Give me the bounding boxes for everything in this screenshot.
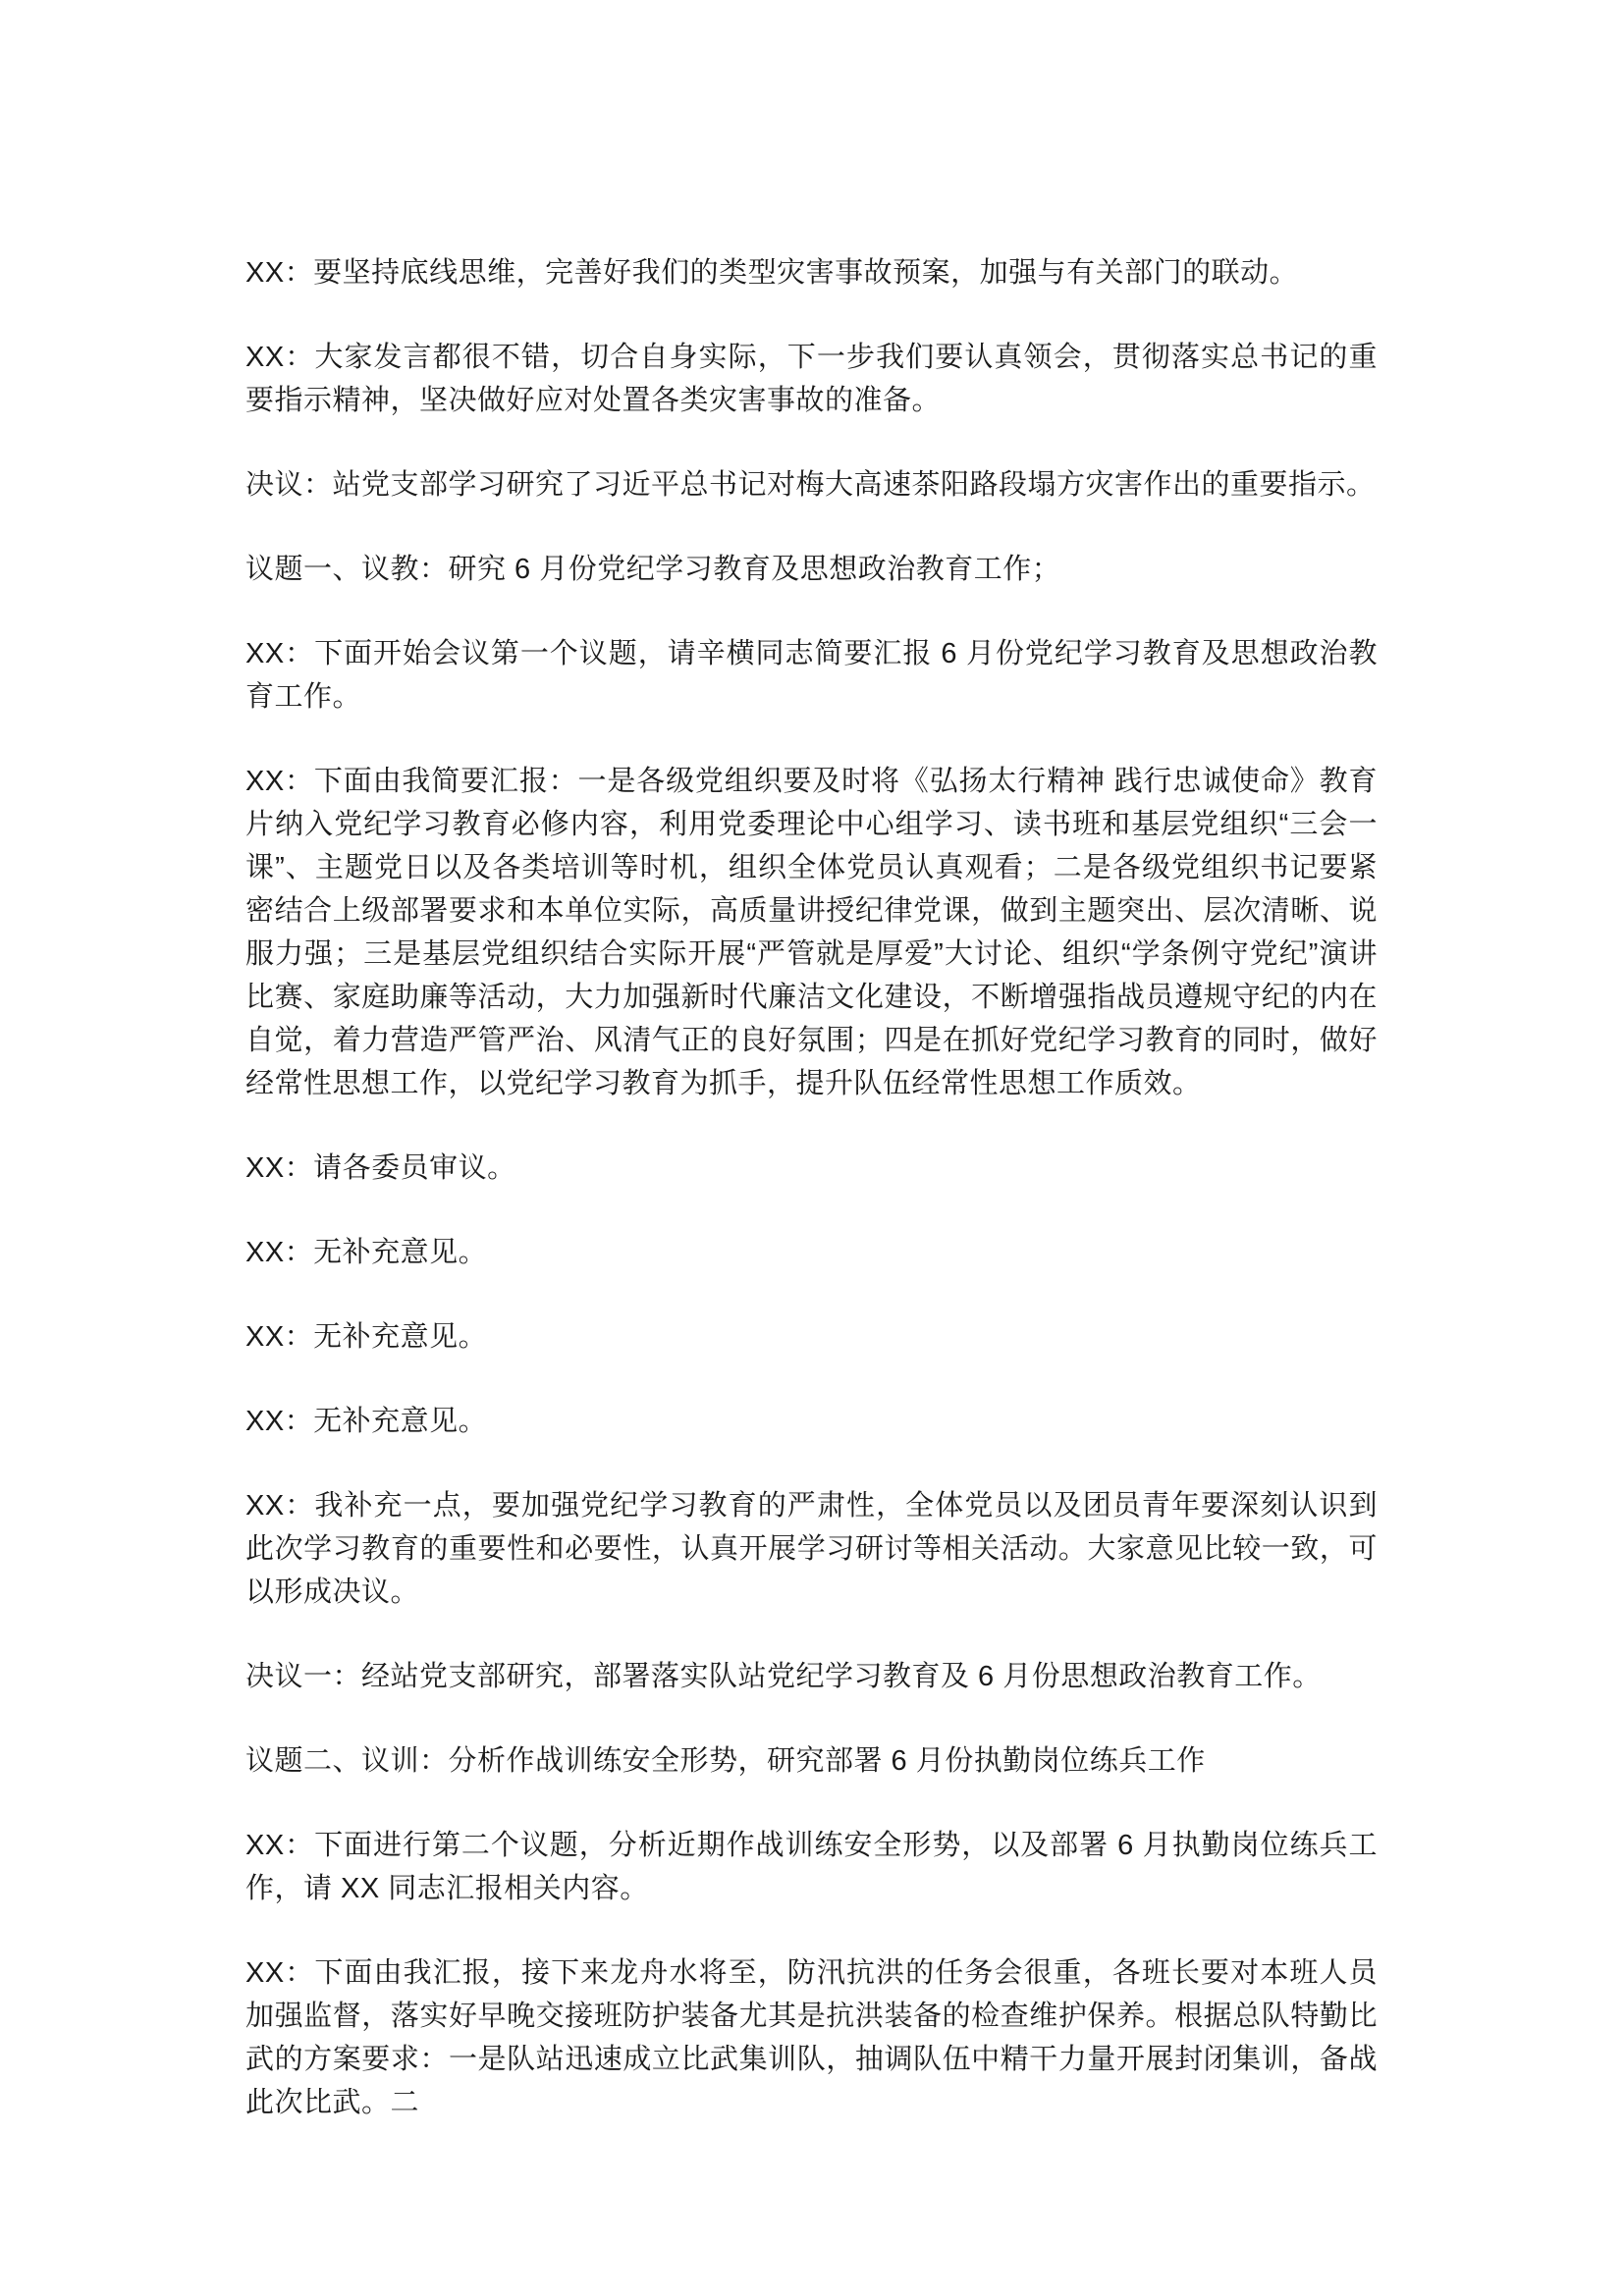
speaker-paragraph: XX：下面进行第二个议题，分析近期作战训练安全形势，以及部署 6 月执勤岗位练兵工作，请 XX 同志汇报相关内容。 — [245, 1830, 1378, 1904]
topic-heading-paragraph: 议题二、议训：分析作战训练安全形势，研究部署 6 月份执勤岗位练兵工作 — [245, 1745, 1206, 1777]
resolution-paragraph: 决议：站党支部学习研究了习近平总书记对梅大高速茶阳路段塌方灾害作出的重要指示。 — [245, 469, 1376, 501]
speaker-paragraph: XX：请各委员审议。 — [245, 1152, 516, 1184]
topic-heading-paragraph: 议题一、议教：研究 6 月份党纪学习教育及思想政治教育工作； — [245, 554, 1061, 585]
speaker-paragraph: XX：大家发言都很不错，切合自身实际，下一步我们要认真领会，贯彻落实总书记的重要指示精神，坚决做好应对处置各类灾害事故的准备。 — [245, 342, 1378, 416]
speaker-paragraph: XX：下面开始会议第一个议题，请辛横同志简要汇报 6 月份党纪学习教育及思想政治教育工作。 — [245, 638, 1378, 713]
speaker-paragraph: XX：无补充意见。 — [245, 1321, 488, 1353]
resolution-paragraph: 决议一：经站党支部研究，部署落实队站党纪学习教育及 6 月份思想政治教育工作。 — [245, 1661, 1322, 1692]
speaker-paragraph: XX：我补充一点，要加强党纪学习教育的严肃性，全体党员以及团员青年要深刻认识到此次学习教育的重要性和必要性，认真开展学习研讨等相关活动。大家意见比较一致，可以形成决议。 — [245, 1490, 1378, 1608]
speaker-paragraph: XX：下面由我汇报，接下来龙舟水将至，防汛抗洪的任务会很重，各班长要对本班人员加强监督，落实好早晚交接班防护装备尤其是抗洪装备的检查维护保养。根据总队特勤比武的方案要求：一是队站迅速成立比武集训队，抽调队伍中精干力量开展封闭集训，备战此次比武。二 — [245, 1957, 1378, 2118]
speaker-paragraph: XX：无补充意见。 — [245, 1237, 488, 1268]
speaker-paragraph: XX：无补充意见。 — [245, 1406, 488, 1437]
speaker-paragraph: XX：要坚持底线思维，完善好我们的类型灾害事故预案，加强与有关部门的联动。 — [245, 257, 1299, 289]
speaker-paragraph: XX：下面由我简要汇报：一是各级党组织要及时将《弘扬太行精神 践行忠诚使命》教育片纳入党纪学习教育必修内容，利用党委理论中心组学习、读书班和基层党组织“三会一课”、主题党日以及各类培训等时机，组织全体党员认真观看；二是各级党组织书记要紧密结合上级部署要求和本单位实际，高质量讲授纪律党课，做到主题突出、层次清晰、说服力强；三是基层党组织结合实际开展“严管就是厚爱”大讨论、组织“学条例守党纪”演讲比赛、家庭助廉等活动，大力加强新时代廉洁文化建设，不断增强指战员遵规守纪的内在自觉，着力营造严管严治、风清气正的良好氛围；四是在抓好党纪学习教育的同时，做好经常性思想工作，以党纪学习教育为抓手，提升队伍经常性思想工作质效。 — [245, 766, 1378, 1099]
